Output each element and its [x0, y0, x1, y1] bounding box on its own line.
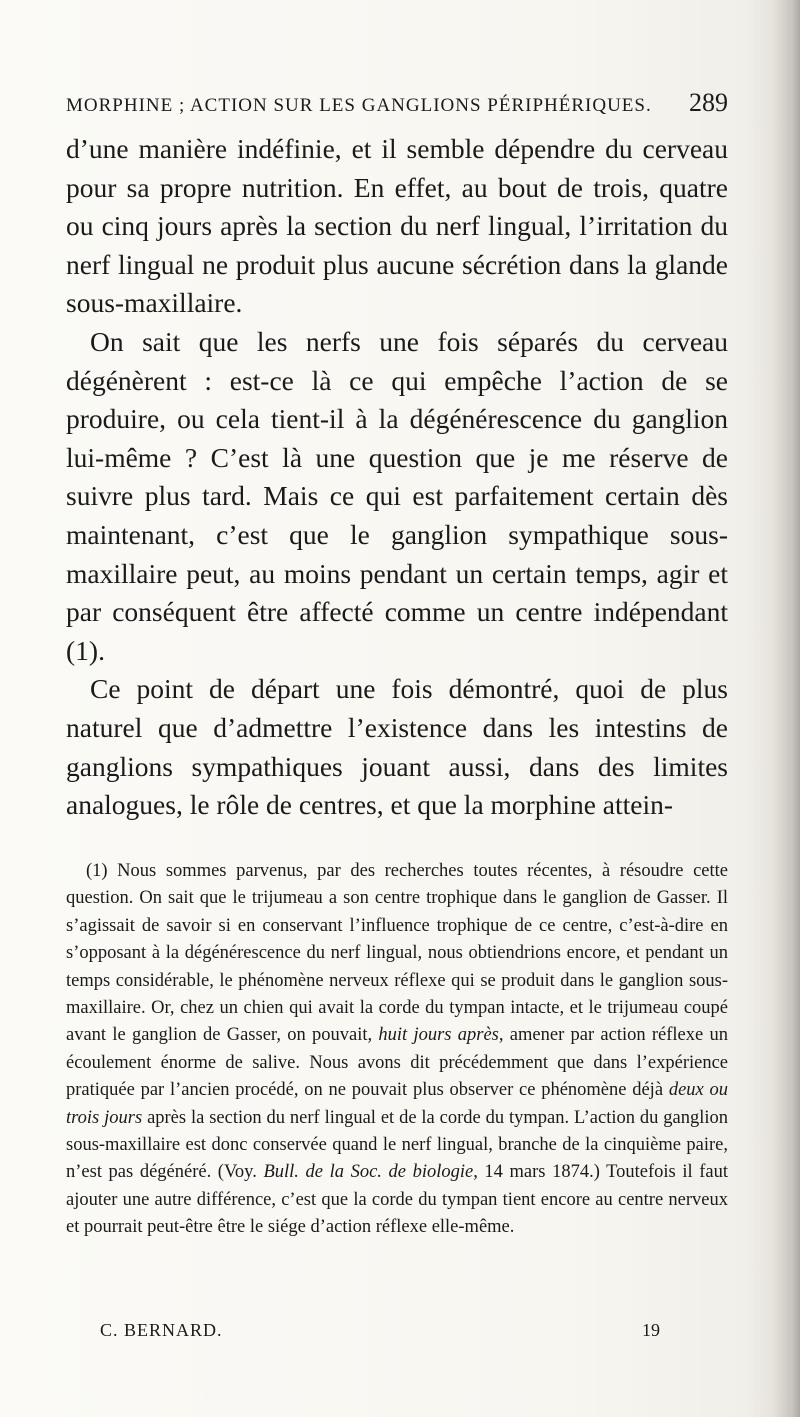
running-header [66, 88, 728, 128]
footnote [66, 858, 728, 1242]
footnote-text-3: après la section du nerf lingual et de la corde du tympan. L’action du ganglion sous-maxillaire est donc conservée quand le nerf lingual, branche de la cinquième paire, n’est pas dégénéré. (Voy. [66, 1107, 728, 1183]
paragraph-1: d’une manière indéfinie, et il semble dépendre du cerveau pour sa propre nutrition. En effet, au bout de trois, quatre ou cinq jours après la section du nerf lingual, l’irritation du nerf lingual ne produit plus aucune sécrétion dans la glande sous-maxillaire. [66, 133, 728, 319]
body-text [66, 130, 728, 825]
paragraph-3: Ce point de départ une fois démontré, quoi de plus naturel que d’admettre l’existence dans les intestins de ganglions sympathiques jouant aussi, dans des limites analogues, le rôle de centres, et que la morphine attein- [66, 673, 728, 821]
running-title: MORPHINE ; ACTION SUR LES GANGLIONS PÉRIPHÉRIQUES. [66, 95, 652, 116]
signature-line [100, 1320, 660, 1341]
signature-author: C. BERNARD. [100, 1320, 223, 1340]
footnote-text-2: , amener par action réflexe un écoulement énorme de salive. Nous avons dit précédemment que dans l’expérience pratiquée par l’ancien procédé, on ne pouvait plus observer ce phénomène déjà [66, 1025, 728, 1101]
footnote-italic-1: huit jours après [378, 1025, 499, 1046]
paragraph-2: On sait que les nerfs une fois séparés du cerveau dégénèrent : est-ce là ce qui empêche l’action de se produire, ou cela tient-il à la dégénérescence du ganglion lui-même ? C’est là une question que je me réserve de suivre plus tard. Mais ce qui est parfaitement certain dès maintenant, c’est que le ganglion sympathique sous-maxillaire peut, au moins pendant un certain temps, agir et par conséquent être affecté comme un centre indépendant (1). [66, 325, 728, 666]
footnote-text-4: , 14 mars 1874.) Toutefois il faut ajouter une autre différence, c’est que la corde du tympan tient encore au centre nerveux et pourrait peut-être être le siége d’action réflexe elle-même. [66, 1162, 728, 1238]
footnote-text-1: (1) Nous sommes parvenus, par des recherches toutes récentes, à résoudre cette question. On sait que le trijumeau a son centre trophique dans le ganglion de Gasser. Il s’agissait de savoir si en conservant l’influence trophique de ce centre, c’est-à-dire en s’opposant à la dégénérescence du nerf lingual, nous obtiendrions encore, et pendant un temps considérable, le phénomène nerveux réflexe qui se produit dans le ganglion sous-maxillaire. Or, chez un chien qui avait la corde du tympan intacte, et le trijumeau coupé avant le ganglion de Gasser, on pouvait, [66, 861, 728, 1046]
sheet-number: 19 [642, 1320, 660, 1340]
page-edge-shadow [772, 0, 800, 1417]
page-number: 289 [689, 88, 728, 117]
footnote-italic-2: deux ou trois jours [66, 1080, 728, 1128]
footnote-italic-3: Bull. de la Soc. de biologie [263, 1162, 474, 1183]
footnote-paragraph [66, 858, 728, 1242]
